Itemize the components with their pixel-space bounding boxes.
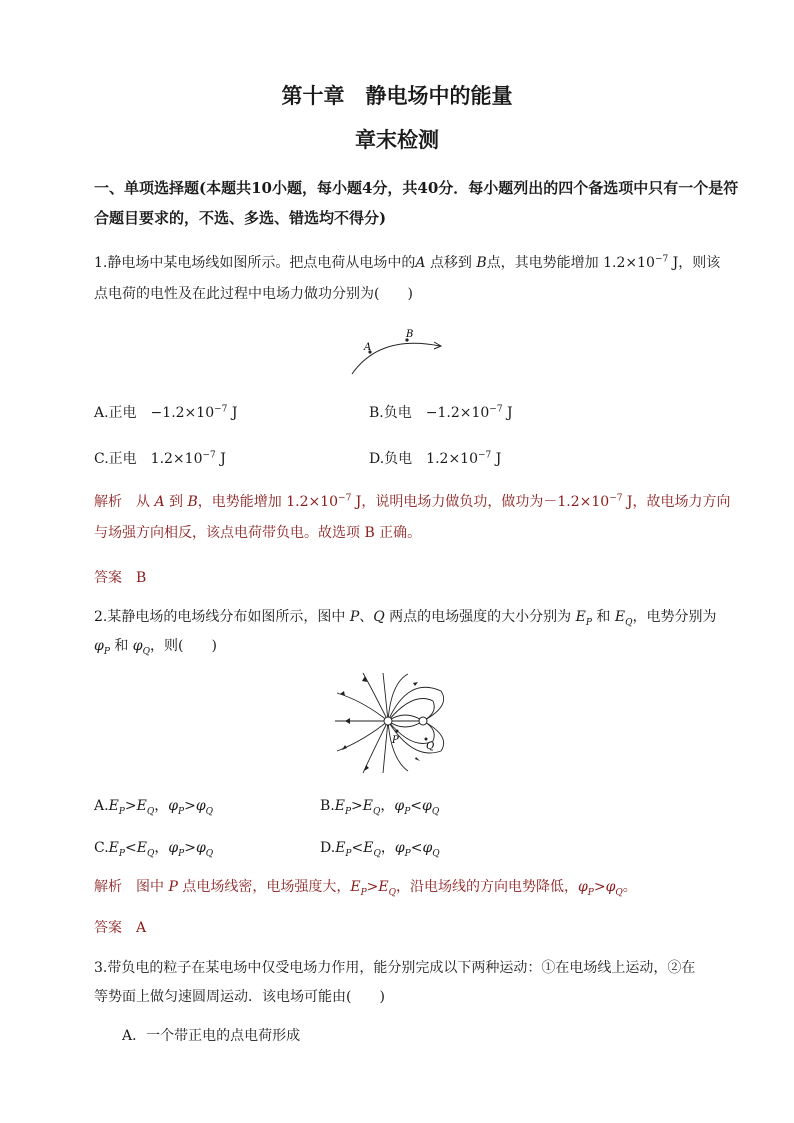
arrow-head-icon	[342, 745, 347, 750]
q2-stem-line1: 2.某静电场的电场线分布如图所示，图中 P、Q 两点的电场强度的大小分别为 $E_P$ 和 $E_Q$，电势分别为	[94, 609, 717, 628]
q2-option-d: $D.E_P<E_Q$，$\varphi_P<\varphi_Q$	[320, 840, 440, 859]
label-p: P	[392, 735, 399, 746]
section-heading-line2: 合题目要求的，不选、多选、错选均不得分)	[94, 209, 387, 227]
label-a: A	[364, 342, 372, 353]
arrow-head-icon	[345, 718, 350, 724]
q1-option-d: D.负电 $1.2\times 10^{-7}$ J	[369, 450, 502, 467]
chapter-title: 第十章 静电场中的能量	[281, 83, 513, 108]
q1-explanation-line2: 与场强方向相反，该点电荷带负电。故选项 B 正确。	[94, 525, 422, 541]
q1-field-line-figure	[340, 326, 455, 378]
q1-option-b: B.负电 $-1.2\times 10^{-7}$ J	[369, 404, 513, 421]
q2-field-lines-figure	[333, 671, 459, 775]
q1-answer: 答案 B	[94, 570, 147, 586]
q2-option-b: $B.E_P>E_Q$，$\varphi_P<\varphi_Q$	[320, 798, 440, 817]
q3-option-a: A．一个带正电的点电荷形成	[122, 1028, 301, 1044]
label-b: B	[406, 329, 414, 340]
subtitle: 章末检测	[355, 127, 439, 152]
q2-option-c: $C.E_P<E_Q$，$\varphi_P>\varphi_Q$	[94, 840, 214, 859]
q1-option-c: C.正电 $1.2\times 10^{-7}$ J	[94, 450, 226, 467]
arrow-head-icon	[415, 757, 420, 761]
point-p	[396, 730, 399, 733]
left-charge	[384, 717, 392, 725]
arrow-head-icon	[364, 765, 369, 771]
q2-stem-line2: $\varphi_P$ 和 $\varphi_Q$，则( )	[94, 638, 217, 657]
label-q: Q	[426, 741, 435, 752]
q1-option-a: A.正电 $-1.2\times 10^{-7}$ J	[94, 404, 238, 421]
q3-stem-line2: 等势面上做匀速圆周运动．该电场可能由( )	[94, 989, 385, 1005]
q1-stem-line2: 点电荷的电性及在此过程中电场力做功分别为( )	[94, 286, 413, 302]
q2-answer: 答案 A	[94, 920, 147, 936]
section-heading-line1: 一、单项选择题(本题共10小题，每小题4分，共40分．每小题列出的四个备选项中只有一个是符	[94, 179, 739, 197]
q1-stem-line1: 1.静电场中某电场线如图所示。把点电荷从电场中的A 点移到 B点，其电势能增加 $1.2\times 10^{-7}$ J，则该	[94, 254, 721, 271]
q2-explanation: 解析 图中 P 点电场线密，电场强度大，$E_P>E_Q$，沿电场线的方向电势降低，$\varphi_P>\varphi_Q$。	[94, 879, 637, 898]
q3-stem-line1: 3.带负电的粒子在某电场中仅受电场力作用，能分别完成以下两种运动：①在电场线上运动，②在	[94, 960, 696, 976]
right-charge	[419, 717, 427, 725]
q2-option-a: $A.E_P>E_Q$，$\varphi_P>\varphi_Q$	[94, 798, 214, 817]
arrow-head-icon	[413, 682, 418, 686]
q1-explanation-line1: 解析 从 A 到 B，电势能增加 $1.2\times 10^{-7}$ J，说明电场力做负功，做功为$-1.2\times 10^{-7}$ J，故电场力方向	[94, 493, 731, 510]
